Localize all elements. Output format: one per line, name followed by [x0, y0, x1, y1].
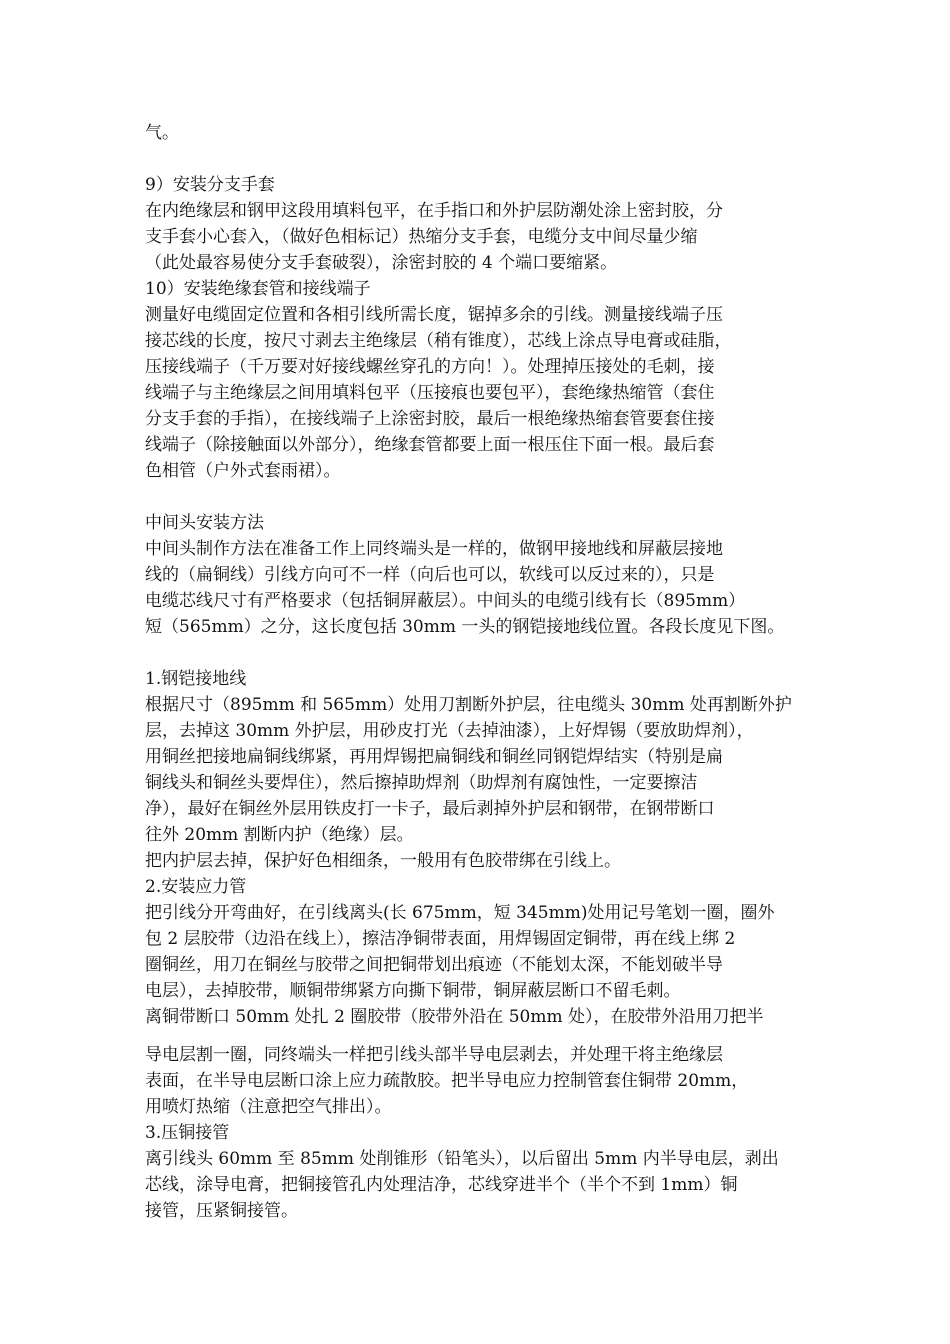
text-line: 用喷灯热缩（注意把空气排出）。 — [145, 1097, 392, 1117]
text-line: 把内护层去掉，保护好色相细条，一般用有色胶带绑在引线上。 — [145, 851, 621, 871]
text-line: 离铜带断口 50mm 处扎 2 圈胶带（胶带外沿在 50mm 处），在胶带外沿用刀把半 — [145, 1007, 764, 1027]
text-line: 表面，在半导电层断口涂上应力疏散胶。把半导电应力控制管套住铜带 20mm， — [145, 1071, 749, 1091]
text-line: 铜线头和铜丝头要焊住），然后擦掉助焊剂（助焊剂有腐蚀性，一定要擦洁 — [145, 773, 698, 793]
text-line: 短（565mm）之分，这长度包括 30mm 一头的钢铠接地线位置。各段长度见下图。 — [145, 617, 785, 637]
text-line: 导电层割一圈，同终端头一样把引线头部半导电层剥去，并处理干将主绝缘层 — [145, 1045, 723, 1065]
text-line: 测量好电缆固定位置和各相引线所需长度，锯掉多余的引线。测量接线端子压 — [145, 305, 723, 325]
text-line: 圈铜丝，用刀在铜丝与胶带之间把铜带划出痕迹（不能划太深，不能划破半导 — [145, 955, 723, 975]
text-line: 线端子（除接触面以外部分），绝缘套管都要上面一根压住下面一根。最后套 — [145, 435, 715, 455]
text-line: （此处最容易使分支手套破裂），涂密封胶的 4 个端口要缩紧。 — [145, 253, 618, 273]
text-line: 2.安装应力管 — [145, 877, 247, 897]
text-line: 层，去掉这 30mm 外护层，用砂皮打光（去掉油漆），上好焊锡（要放助焊剂）， — [145, 721, 754, 741]
text-line: 接管，压紧铜接管。 — [145, 1201, 298, 1221]
text-line: 气。 — [145, 123, 179, 143]
text-line: 10）安装绝缘套管和接线端子 — [145, 279, 371, 299]
text-line: 电层），去掉胶带，顺铜带绑紧方向撕下铜带，铜屏蔽层断口不留毛刺。 — [145, 981, 681, 1001]
text-line: 包 2 层胶带（边沿在线上），擦洁净铜带表面，用焊锡固定铜带，再在线上绑 2 — [145, 929, 736, 949]
text-line: 中间头制作方法在准备工作上同终端头是一样的，做钢甲接地线和屏蔽层接地 — [145, 539, 723, 559]
blank-line — [145, 146, 835, 172]
text-line: 把引线分开弯曲好，在引线离头(长 675mm，短 345mm)处用记号笔划一圈，圈外 — [145, 903, 775, 923]
text-line: 电缆芯线尺寸有严格要求（包括铜屏蔽层）。中间头的电缆引线有长（895mm） — [145, 591, 746, 611]
text-block-upper — [145, 120, 835, 1030]
text-line: 往外 20mm 割断内护（绝缘）层。 — [145, 825, 414, 845]
blank-line — [145, 640, 835, 666]
text-line: 分支手套的手指），在接线端子上涂密封胶，最后一根绝缘热缩套管要套住接 — [145, 409, 715, 429]
text-line: 用铜丝把接地扁铜线绑紧，再用焊锡把扁铜线和铜丝同钢铠焊结实（特别是扁 — [145, 747, 723, 767]
text-line: 根据尺寸（895mm 和 565mm）处用刀割断外护层，往电缆头 30mm 处再割断外护 — [145, 695, 792, 715]
text-line: 线端子与主绝缘层之间用填料包平（压接痕也要包平），套绝缘热缩管（套住 — [145, 383, 715, 403]
text-line: 3.压铜接管 — [145, 1123, 230, 1143]
text-line: 净），最好在铜丝外层用铁皮打一卡子，最后剥掉外护层和钢带，在钢带断口 — [145, 799, 715, 819]
text-line: 1.钢铠接地线 — [145, 669, 247, 689]
text-line: 芯线，涂导电膏，把铜接管孔内处理洁净，芯线穿进半个（半个不到 1mm）铜 — [145, 1175, 738, 1195]
text-block-lower — [145, 1042, 835, 1224]
text-line: 色相管（户外式套雨裙）。 — [145, 461, 341, 481]
text-line: 中间头安装方法 — [145, 513, 264, 533]
text-line: 9）安装分支手套 — [145, 175, 275, 195]
text-line: 压接线端子（千万要对好接线螺丝穿孔的方向！）。处理掉压接处的毛刺，接 — [145, 357, 715, 377]
text-line: 支手套小心套入，（做好色相标记）热缩分支手套，电缆分支中间尽量少缩 — [145, 227, 698, 247]
text-line: 线的（扁铜线）引线方向可不一样（向后也可以，软线可以反过来的），只是 — [145, 565, 715, 585]
text-line: 离引线头 60mm 至 85mm 处削锥形（铅笔头），以后留出 5mm 内半导电层，剥出 — [145, 1149, 779, 1169]
text-line: 在内绝缘层和钢甲这段用填料包平，在手指口和外护层防潮处涂上密封胶，分 — [145, 201, 723, 221]
text-line: 接芯线的长度，按尺寸剥去主绝缘层（稍有锥度），芯线上涂点导电膏或硅脂， — [145, 331, 732, 351]
blank-line — [145, 484, 835, 510]
